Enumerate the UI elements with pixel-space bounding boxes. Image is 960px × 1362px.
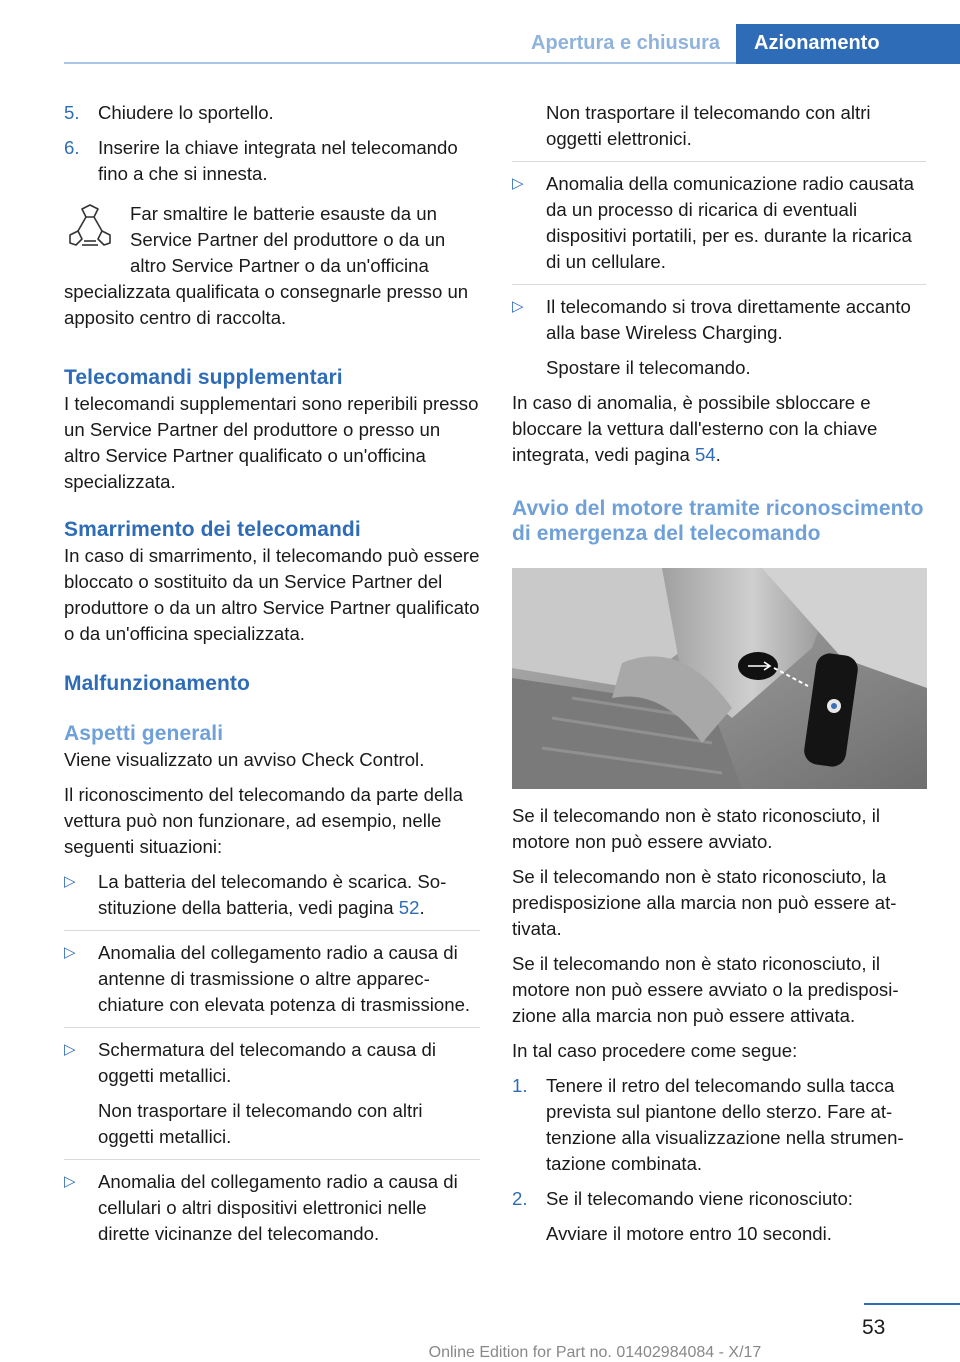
bullet-phones xyxy=(64,1169,480,1247)
bullet-tail: . xyxy=(419,897,425,918)
triangle-right-icon: ▷ xyxy=(64,873,76,890)
step-text: Chiudere lo sportello. xyxy=(98,102,274,123)
paragraph-general-2: Il riconoscimento del telecomando da parte della vettura può non funzionare, ad esempio, nelle seguenti situazioni: xyxy=(64,784,463,857)
triangle-right-icon: ▷ xyxy=(64,1041,76,1058)
recycle-note-rest: specializzata qualificata o consegnarle presso un apposito centro di raccolta. xyxy=(64,281,469,328)
heading-emergency: Avvio del motore tramite riconoscimento di emergenza del telecomando xyxy=(512,497,924,545)
bullet-text: Anomalia del collegamento radio a causa di cellulari o altri dispositivi elettronici nelle dirette vicinanze del telecomando. xyxy=(98,1171,458,1244)
page-link-52[interactable]: 52 xyxy=(398,897,420,918)
step-5 xyxy=(64,100,480,126)
step-number: 5. xyxy=(64,102,80,123)
heading-supplementary: Telecomandi supplementari xyxy=(64,366,343,389)
paragraph-loss: In caso di smarrimento, il telecomando può essere bloccato o sostituito da un Service Partner del produttore o da un altro Service Partner qualificato o da un'officina specializzata. xyxy=(64,545,480,644)
step-text: Inserire la chiave integrata nel telecomando fino a che si innesta. xyxy=(98,137,458,184)
bullet-text: Anomalia del collegamento radio a causa di antenne di trasmissione o altre apparecchiature con elevata potenza di trasmissione. xyxy=(98,942,471,1015)
heading-malfunction: Malfunzionamento xyxy=(64,672,250,695)
paragraph-anomaly-tail: . xyxy=(715,444,721,465)
bullet-note: Non trasportare il telecomando con altri oggetti metallici. xyxy=(98,1100,423,1147)
header-chapter[interactable]: Azionamento xyxy=(736,24,960,64)
left-column xyxy=(64,100,480,1256)
header-section[interactable]: Apertura e chiusura xyxy=(531,32,720,54)
paragraph-anomaly: In caso di anomalia, è possibile sbloccare e bloccare la vettura dall'esterno con la chiave integrata, vedi pagina xyxy=(512,392,878,465)
bullet-antenna xyxy=(64,940,480,1018)
recycle-note xyxy=(64,201,480,331)
recycle-icon xyxy=(64,201,116,253)
bullet-battery xyxy=(64,869,480,921)
step-text: Se il telecomando viene riconosciuto: xyxy=(546,1188,853,1209)
heading-general: Aspetti generali xyxy=(64,722,224,745)
triangle-right-icon: ▷ xyxy=(64,944,76,961)
step-number: 2. xyxy=(512,1188,528,1209)
bullet-charging xyxy=(512,171,926,275)
triangle-right-icon: ▷ xyxy=(64,1173,76,1190)
step-1 xyxy=(512,1073,926,1177)
bullet-text: Il telecomando si trova direttamente accanto alla base Wireless Charging. xyxy=(546,296,911,343)
paragraph-supplementary: I telecomandi supplementari sono reperibili presso un Service Partner del produttore o presso un altro Service Partner qualificato o un'officina specializzata. xyxy=(64,393,479,492)
divider xyxy=(64,1159,480,1160)
step-6 xyxy=(64,135,480,187)
bullet-shielding xyxy=(64,1037,480,1150)
bullet-wireless xyxy=(512,294,926,381)
step-text: Tenere il retro del telecomando sulla tacca prevista sul piantone dello sterzo. Fare attenzione alla visualizzazione nella strumentazione combinata. xyxy=(546,1075,904,1174)
bullet-text: La batteria del telecomando è scarica. Sostituzione della batteria, vedi pagina xyxy=(98,871,447,918)
heading-loss: Smarrimento dei telecomandi xyxy=(64,518,361,541)
bullet-note: Spostare il telecomando. xyxy=(546,357,751,378)
page-number: 53 xyxy=(862,1316,886,1339)
paragraph-general-1: Viene visualizzato un avviso Check Control. xyxy=(64,749,425,770)
divider xyxy=(64,1027,480,1028)
footer-edition: Online Edition for Part no. 01402984084 - X/17 xyxy=(428,1344,762,1361)
divider xyxy=(64,930,480,931)
triangle-right-icon: ▷ xyxy=(512,175,524,192)
step-2 xyxy=(512,1186,926,1247)
divider xyxy=(512,161,926,162)
steering-column-illustration xyxy=(512,568,927,789)
bullet-text: Anomalia della comunicazione radio causata da un processo di ricarica di eventuali dispositivi portatili, per es. durante la ricarica di un cellulare. xyxy=(546,173,914,272)
divider xyxy=(512,284,926,285)
footer-rule xyxy=(864,1303,960,1305)
step-note: Avviare il motore entro 10 secondi. xyxy=(546,1223,832,1244)
recycle-note-top: Far smaltire le batterie esauste da un Service Partner del produttore o da un altro Service Partner o da un'officina xyxy=(130,203,446,276)
steering-column-photo xyxy=(512,568,927,789)
step-number: 1. xyxy=(512,1075,528,1096)
triangle-right-icon: ▷ xyxy=(512,298,524,315)
paragraph-emergency-1: Se il telecomando non è stato riconosciuto, il motore non può essere avviato. xyxy=(512,805,880,852)
paragraph-emergency-2: Se il telecomando non è stato riconosciuto, la predisposizione alla marcia non può essere attivata. xyxy=(512,866,897,939)
paragraph-emergency-3: Se il telecomando non è stato riconosciuto, il motore non può essere avviato o la predisposizione alla marcia non può essere attivata. xyxy=(512,953,899,1026)
right-column xyxy=(512,100,926,1256)
bullet-text: Schermatura del telecomando a causa di oggetti metallici. xyxy=(98,1039,436,1086)
continued-note: Non trasportare il telecomando con altri oggetti elettronici. xyxy=(546,102,871,149)
paragraph-emergency-4: In tal caso procedere come segue: xyxy=(512,1040,798,1061)
page-link-54[interactable]: 54 xyxy=(694,444,716,465)
step-number: 6. xyxy=(64,137,80,158)
